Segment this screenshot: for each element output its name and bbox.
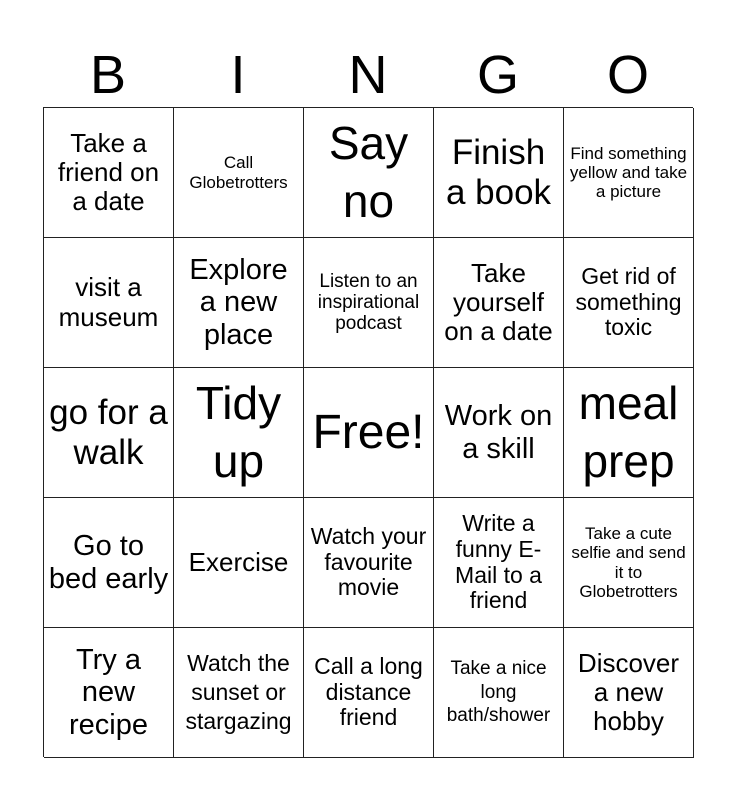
bingo-cell[interactable]: Take a friend on a date — [44, 108, 174, 238]
bingo-cell[interactable]: Exercise — [174, 498, 304, 628]
header-letter-g: G — [476, 45, 519, 105]
bingo-cell[interactable]: Go to bed early — [44, 498, 174, 628]
bingo-cell[interactable]: go for a walk — [44, 368, 174, 498]
free-space[interactable]: Free! — [304, 368, 434, 498]
bingo-cell[interactable]: Take yourself on a date — [434, 238, 564, 368]
bingo-cell[interactable]: Take a nice long bath/shower — [434, 628, 564, 758]
header-letter-o: O — [606, 45, 649, 105]
bingo-cell[interactable]: Watch your favourite movie — [304, 498, 434, 628]
bingo-cell[interactable]: Find something yellow and take a picture — [564, 108, 694, 238]
bingo-cell[interactable]: Get rid of something toxic — [564, 238, 694, 368]
bingo-cell[interactable]: Say no — [304, 108, 434, 238]
header-letter-i: I — [230, 45, 246, 105]
bingo-cell[interactable]: Listen to an inspirational podcast — [304, 238, 434, 368]
bingo-cell[interactable]: Explore a new place — [174, 238, 304, 368]
bingo-cell[interactable]: Take a cute selfie and send it to Globetrotters — [564, 498, 694, 628]
header-letter-b: B — [89, 45, 127, 105]
bingo-cell[interactable]: visit a museum — [44, 238, 174, 368]
bingo-cell[interactable]: Discover a new hobby — [564, 628, 694, 758]
bingo-cell[interactable]: Tidy up — [174, 368, 304, 498]
bingo-cell[interactable]: Work on a skill — [434, 368, 564, 498]
bingo-cell[interactable]: meal prep — [564, 368, 694, 498]
bingo-board — [43, 107, 693, 757]
bingo-cell[interactable]: Try a new recipe — [44, 628, 174, 758]
bingo-cell[interactable]: Write a funny E-Mail to a friend — [434, 498, 564, 628]
header-letter-n: N — [348, 45, 388, 105]
bingo-cell[interactable]: Call a long distance friend — [304, 628, 434, 758]
bingo-header — [43, 42, 693, 108]
bingo-cell[interactable]: Finish a book — [434, 108, 564, 238]
bingo-cell[interactable]: Call Globetrotters — [174, 108, 304, 238]
bingo-cell[interactable]: Watch the sunset or stargazing — [174, 628, 304, 758]
